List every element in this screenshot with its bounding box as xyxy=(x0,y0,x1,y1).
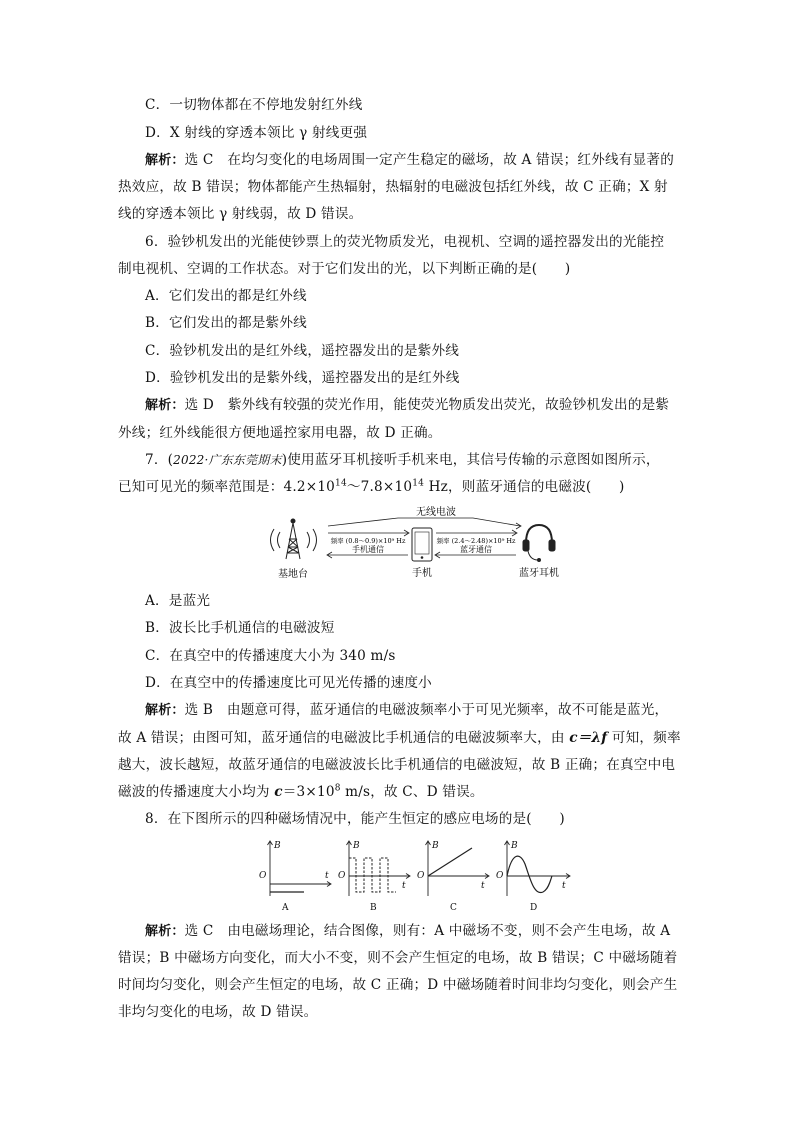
stem-part: Hz，则蓝牙通信的电磁波( ) xyxy=(424,479,625,495)
explanation-text: 选 B 由题意可得，蓝牙通信的电磁波频率小于可见光频率，故不可能是蓝光， xyxy=(184,702,669,718)
explanation-text: m/s，故 C、D 错误。 xyxy=(340,784,484,800)
explanation-text: 磁波的传播速度大小均为 xyxy=(118,784,275,800)
explanation-text: 可知，频率 xyxy=(607,730,681,746)
phone-comm-label: 手机通信 xyxy=(352,545,384,554)
q7-explanation-line-1 xyxy=(145,701,705,720)
explanation-text: 选 C 在均匀变化的电场周围一定产生稳定的磁场，故 A 错误；红外线有显著的 xyxy=(184,152,674,168)
axis-label: B xyxy=(511,841,518,851)
q7-option-a: A．是蓝光 xyxy=(145,593,211,609)
q6-explanation-line-2: 外线；红外线能很方便地遥控家用电器，故 D 正确。 xyxy=(118,425,442,441)
stem-part: ～7.8×10 xyxy=(346,479,413,495)
q8-explanation-line-2: 错误；B 中磁场方向变化，而大小不变，则不会产生恒定的电场，故 B 错误；C 中磁场随着 xyxy=(118,950,678,966)
axis-label: t xyxy=(562,881,566,891)
graph-c xyxy=(417,841,489,913)
q5-explanation-line-2: 热效应，故 B 错误；物体都能产生热辐射，热辐射的电磁波包括红外线，故 C 正确；X 射 xyxy=(118,179,668,195)
graph-a xyxy=(259,841,331,913)
exponent: 14 xyxy=(412,478,425,489)
tower-label: 基地台 xyxy=(278,569,308,580)
bluetooth-signal-diagram xyxy=(258,503,568,581)
q6-option-c: C．验钞机发出的是红外线，遥控器发出的是紫外线 xyxy=(145,343,460,359)
q7-number: 7．( xyxy=(145,452,174,468)
q8-stem: 8．在下图所示的四种磁场情况中，能产生恒定的感应电场的是( ) xyxy=(145,811,565,827)
explanation-text: 故 A 错误；由图可知，蓝牙通信的电磁波比手机通信的电磁波频率大，由 xyxy=(118,730,570,746)
q5-explanation-line-1 xyxy=(145,151,705,170)
q7-option-b: B．波长比手机通信的电磁波短 xyxy=(145,620,335,636)
q6-stem-line-2: 制电视机、空调的工作状态。对于它们发出的光，以下判断正确的是( ) xyxy=(118,261,571,277)
graph-caption: A xyxy=(282,903,289,913)
axis-label: t xyxy=(325,871,329,881)
axis-label: B xyxy=(432,841,439,851)
graph-d xyxy=(496,841,570,913)
explanation-label: 解析： xyxy=(145,398,185,413)
q5-option-d: D．X 射线的穿透本领比 γ 射线更强 xyxy=(145,125,368,141)
stem-part: 已知可见光的频率范围是：4.2×10 xyxy=(118,479,336,495)
explanation-label: 解析： xyxy=(145,153,185,168)
bluetooth-comm-label: 蓝牙通信 xyxy=(460,545,492,554)
origin-label: O xyxy=(338,871,346,881)
headset-label: 蓝牙耳机 xyxy=(519,568,559,579)
wave-arc-icon xyxy=(271,529,275,551)
wave-arc-icon xyxy=(313,529,317,551)
q5-option-c: C．一切物体都在不停地发射红外线 xyxy=(145,97,363,113)
axis-label: B xyxy=(353,841,360,851)
q6-stem-line-1: 6．验钞机发出的光能使钞票上的荧光物质发光，电视机、空调的遥控器发出的光能控 xyxy=(145,234,665,250)
q7-option-c: C．在真空中的传播速度大小为 340 m/s xyxy=(145,648,396,664)
q7-stem-line-1 xyxy=(145,451,705,469)
tower-icon xyxy=(286,519,300,559)
q7-explanation-line-2 xyxy=(118,729,681,747)
origin-label: O xyxy=(259,871,267,881)
explanation-text: 选 C 由电磁场理论，结合图像，则有：A 中磁场不变，则不会产生电场，故 A xyxy=(184,923,671,939)
q7-explanation-line-4 xyxy=(118,783,678,801)
explanation-text: 选 D 紫外线有较强的荧光作用，能使荧光物质发出荧光，故验钞机发出的是紫 xyxy=(184,397,670,413)
exponent: 8 xyxy=(334,783,341,794)
graph-caption: B xyxy=(370,903,377,913)
radio-wave-path xyxy=(328,518,520,526)
explanation-label: 解析： xyxy=(145,924,185,939)
q7-explanation-line-3: 越大，波长越短，故蓝牙通信的电磁波波长比手机通信的电磁波短，故 B 正确；在真空中电 xyxy=(118,757,676,773)
explanation-label: 解析： xyxy=(145,703,185,718)
phone-frequency-label: 频率 (0.8～0.9)×10⁹ Hz xyxy=(330,537,406,545)
axis-label: t xyxy=(402,881,406,891)
bluetooth-frequency-label: 频率 (2.4～2.48)×10⁹ Hz xyxy=(436,537,516,545)
q6-option-a: A．它们发出的都是红外线 xyxy=(145,288,307,304)
q8-explanation-line-1 xyxy=(145,922,705,941)
q8-explanation-line-4: 非均匀变化的电场，故 D 错误。 xyxy=(118,1004,318,1020)
phone-icon xyxy=(412,528,432,561)
explanation-text: ＝3×10 xyxy=(282,784,335,800)
radio-wave-title: 无线电波 xyxy=(416,507,456,518)
headset-icon xyxy=(523,525,555,562)
phone-label: 手机 xyxy=(412,568,432,579)
q7-stem-text: )使用蓝牙耳机接听手机来电，其信号传输的示意图如图所示， xyxy=(281,452,660,468)
axis-label: B xyxy=(274,841,281,851)
wave-arc-icon xyxy=(278,532,281,548)
q6-option-b: B．它们发出的都是紫外线 xyxy=(145,315,307,331)
exponent: 14 xyxy=(335,478,347,489)
q7-stem-line-2 xyxy=(118,478,678,496)
graph-caption: D xyxy=(530,903,538,913)
q8-explanation-line-3: 时间均匀变化，则会产生恒定的电场，故 C 正确；D 中磁场随着时间非均匀变化，则会产生 xyxy=(118,977,678,993)
q7-source: 2022·广东东莞期末 xyxy=(173,453,282,467)
q6-option-d: D．验钞机发出的是紫外线，遥控器发出的是红外线 xyxy=(145,370,460,386)
graph-caption: C xyxy=(450,903,457,913)
graph-b xyxy=(338,841,410,913)
q5-explanation-line-3: 线的穿透本领比 γ 射线弱，故 D 错误。 xyxy=(118,206,363,222)
origin-label: O xyxy=(496,871,504,881)
formula: c xyxy=(274,784,283,800)
q6-explanation-line-1 xyxy=(145,396,705,415)
formula: c＝λf xyxy=(569,730,608,746)
magnetic-field-graphs xyxy=(252,834,577,916)
q7-option-d: D．在真空中的传播速度比可见光传播的速度小 xyxy=(145,675,432,691)
origin-label: O xyxy=(417,871,425,881)
axis-label: t xyxy=(481,881,485,891)
wave-arc-icon xyxy=(307,532,310,548)
